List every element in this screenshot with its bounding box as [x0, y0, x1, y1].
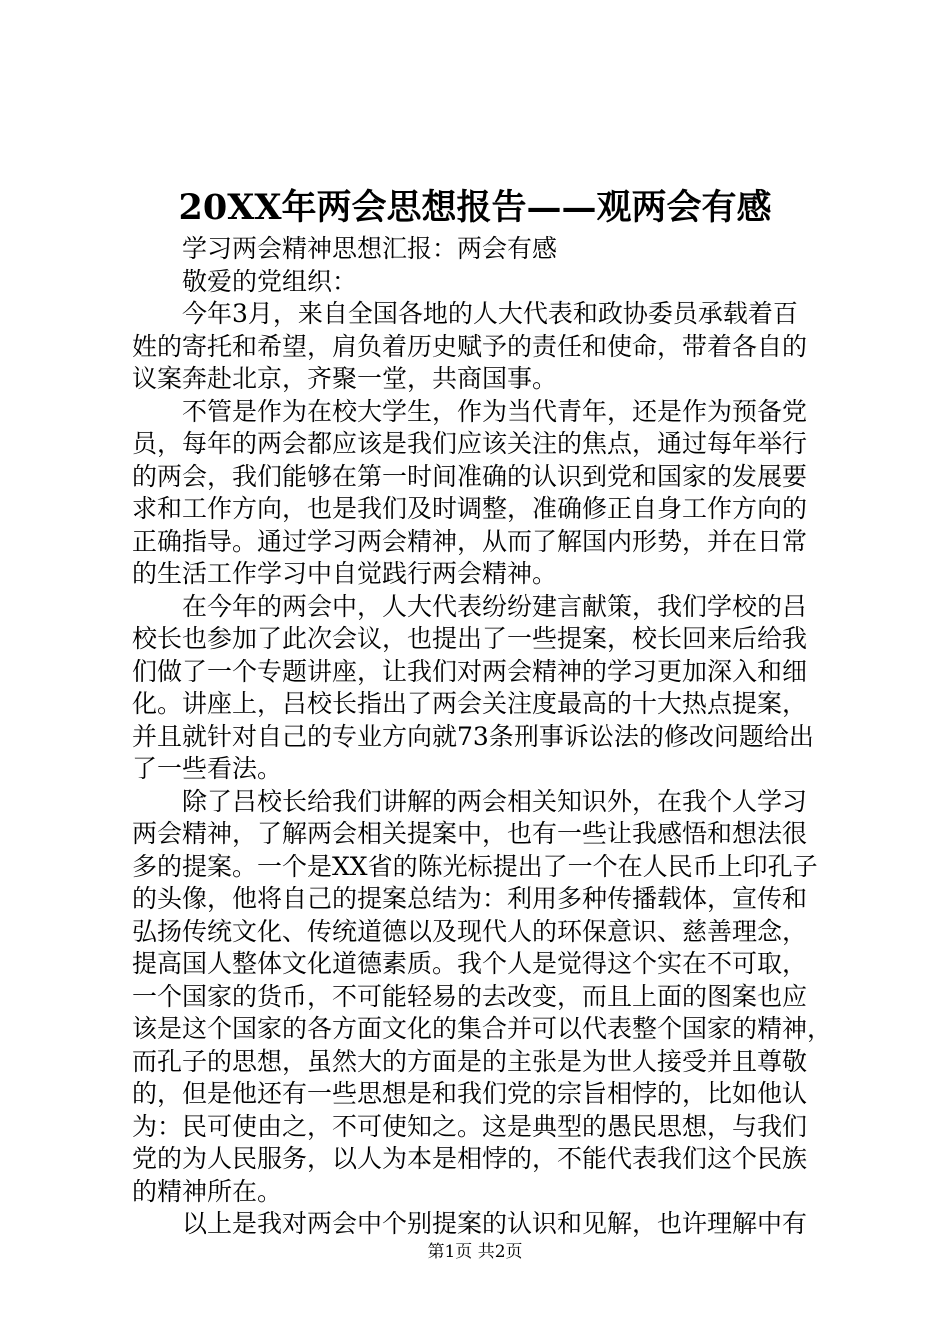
- text-line: 而孔子的思想，虽然大的方面是的主张是为世人接受并且尊敬: [132, 1046, 808, 1076]
- text-line: 们做了一个专题讲座，让我们对两会精神的学习更加深入和细: [132, 656, 808, 686]
- text-line: 员，每年的两会都应该是我们应该关注的焦点，通过每年举行: [132, 429, 808, 458]
- text-line: 提高国人整体文化道德素质。我个人是觉得这个实在不可取，: [132, 949, 808, 978]
- text-line: 以上是我对两会中个别提案的认识和见解，也许理解中有: [182, 1209, 808, 1238]
- page-footer: 第1页 共2页: [427, 1242, 523, 1262]
- text-line: 姓的寄托和希望，肩负着历史赋予的责任和使命，带着各自的: [132, 331, 808, 361]
- text-line: 今年3月，来自全国各地的人大代表和政协委员承载着百: [182, 299, 798, 328]
- text-line: 的精神所在。: [132, 1176, 283, 1206]
- text-line: 除了吕校长给我们讲解的两会相关知识外，在我个人学习: [182, 786, 808, 816]
- text-line: 的，但是他还有一些思想是和我们党的宗旨相悖的，比如他认: [132, 1079, 808, 1108]
- text-line: 求和工作方向，也是我们及时调整，准确修正自身工作方向的: [132, 494, 808, 523]
- document-subtitle: 学习两会精神思想汇报：两会有感: [182, 234, 558, 263]
- text-line: 在今年的两会中，人大代表纷纷建言献策，我们学校的吕: [182, 591, 808, 621]
- document-body: [132, 233, 832, 1241]
- text-line: 为：民可使由之，不可使知之。这是典型的愚民思想，与我们: [132, 1111, 808, 1141]
- text-line: 一个国家的货币，不可能轻易的去改变，而且上面的图案也应: [132, 981, 808, 1011]
- text-line: 弘扬传统文化、传统道德以及现代人的环保意识、慈善理念，: [132, 916, 808, 946]
- text-line: 该是这个国家的各方面文化的集合并可以代表整个国家的精神，: [132, 1014, 833, 1043]
- text-line: 化。讲座上，吕校长指出了两会关注度最高的十大热点提案，: [132, 689, 808, 718]
- text-line: 议案奔赴北京，齐聚一堂，共商国事。: [132, 364, 558, 393]
- document-title: 20XX年两会思想报告——观两会有感: [178, 187, 772, 228]
- text-line: 多的提案。一个是XX省的陈光标提出了一个在人民币上印孔子: [132, 851, 818, 881]
- text-line: 的生活工作学习中自觉践行两会精神。: [132, 559, 558, 588]
- salutation: 敬爱的党组织：: [182, 266, 358, 296]
- text-line: 不管是作为在校大学生，作为当代青年，还是作为预备党: [182, 396, 808, 426]
- text-line: 正确指导。通过学习两会精神，从而了解国内形势，并在日常: [132, 526, 808, 556]
- text-line: 两会精神，了解两会相关提案中，也有一些让我感悟和想法很: [132, 819, 808, 848]
- text-line: 校长也参加了此次会议，也提出了一些提案，校长回来后给我: [132, 624, 808, 653]
- text-line: 了一些看法。: [132, 754, 283, 783]
- text-line: 党的为人民服务，以人为本是相悖的，不能代表我们这个民族: [132, 1144, 808, 1173]
- text-line: 并且就针对自己的专业方向就73条刑事诉讼法的修改问题给出: [132, 721, 814, 751]
- text-line: 的头像，他将自己的提案总结为：利用多种传播载体，宣传和: [132, 884, 808, 913]
- text-line: 的两会，我们能够在第一时间准确的认识到党和国家的发展要: [132, 461, 808, 491]
